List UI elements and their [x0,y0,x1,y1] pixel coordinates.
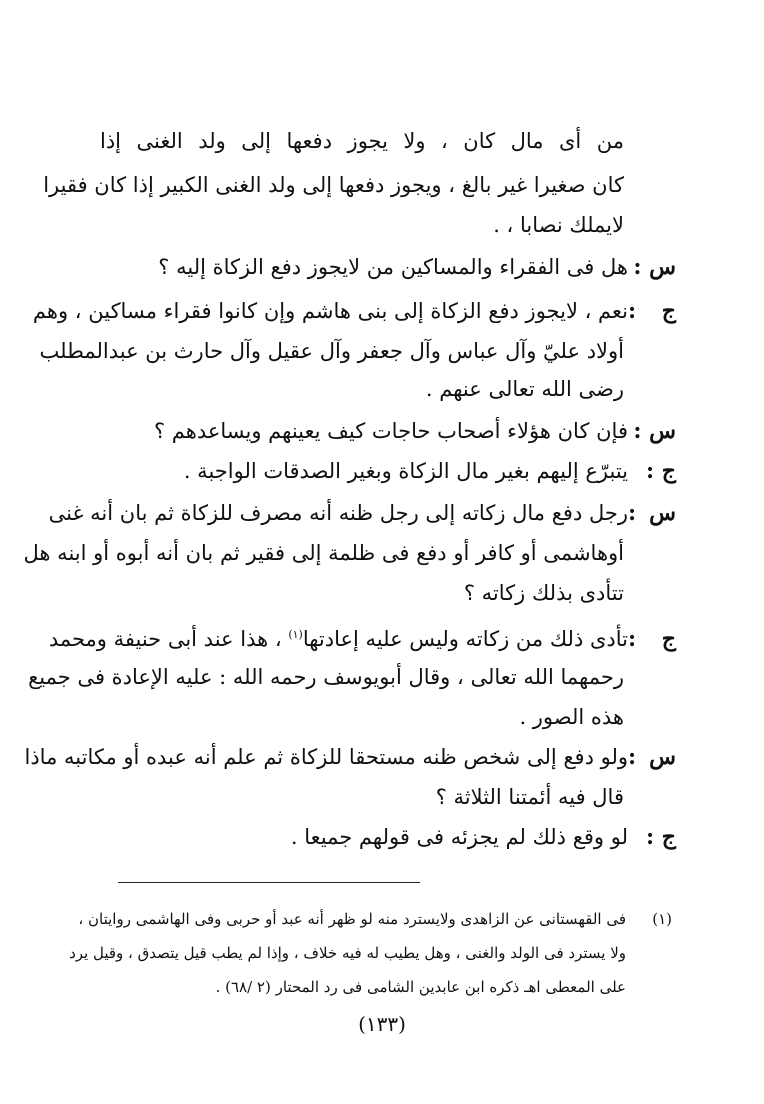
question-2 [100,416,676,446]
answer-text: تأدى ذلك من زكاته وليس عليه إعادتها [302,627,628,651]
answer-marker: ج : [628,626,676,652]
footnote-divider [118,882,420,883]
answer-text: لو وقع ذلك لم يجزئه فى قولهم جميعا . [290,825,628,849]
answer-text: يتبرّع إليهم بغير مال الزكاة وبغير الصدقات الواجبة . [183,459,628,483]
footnote-reference: (١) [288,628,303,641]
question-marker: س : [628,500,676,526]
question-3 [48,498,676,528]
question-marker: س : [633,254,676,280]
question-marker: س : [628,744,676,770]
question-4 [24,742,676,772]
footnote-line-3: على المعطى اهـ ذكره ابن عابدين الشامى فى رد المحتار (٢ /٦٨) . [215,978,626,996]
answer-2 [100,456,676,486]
answer-text: نعم ، لايجوز دفع الزكاة إلى بنى هاشم وإن كانوا فقراء مساكين ، وهم [32,299,628,323]
answer-1 [32,296,676,326]
page-number: (١٣٣) [358,1012,406,1036]
question-text: رجل دفع مال زكاته إلى رجل ظنه أنه مصرف للزكاة ثم بان أنه غنى [48,501,628,525]
question-4-line-2: قال فيه أئمتنا الثلاثة ؟ [435,785,624,809]
intro-line-2: كان صغيرا غير بالغ ، ويجوز دفعها إلى ولد الغنى الكبير إذا كان فقيرا [43,173,624,197]
intro-line-1: من أى مال كان ، ولا يجوز دفعها إلى ولد الغنى إذا [100,129,624,153]
answer-3-line-3: هذه الصور . [519,705,624,729]
question-text: ولو دفع إلى شخص ظنه مستحقا للزكاة ثم علم أنه عبده أو مكاتبه ماذا [24,745,628,769]
answer-1-line-3: رضى الله تعالى عنهم . [425,377,624,401]
footnote-line-2: ولا يسترد فى الولد والغنى ، وهل يطيب له فيه خلاف ، وإذا لم يطب قيل يتصدق ، وقيل يرد [69,944,626,962]
question-1 [100,252,676,282]
answer-marker: ج : [646,824,676,850]
answer-1-line-2: أولاد عليّ وآل عباس وآل جعفر وآل عقيل وآل حارث بن عبدالمطلب [39,339,624,363]
answer-marker: ج : [628,298,676,324]
footnote-number: (١) [652,910,672,928]
question-text: هل فى الفقراء والمساكين من لايجوز دفع الزكاة إليه ؟ [158,255,628,279]
question-marker: س : [633,418,676,444]
answer-3-line-2: رحمهما الله تعالى ، وقال أبويوسف رحمه الله : عليه الإعادة فى جميع [28,665,624,689]
answer-4 [100,822,676,852]
answer-marker: ج : [646,458,676,484]
question-3-line-3: تتأدى بذلك زكاته ؟ [463,581,624,605]
footnote-line-1: فى القهستانى عن الزاهدى ولايسترد منه لو ظهر أنه عبد أو حربى وفى الهاشمى روايتان ، [78,910,626,928]
question-3-line-2: أوهاشمى أو كافر أو دفع فى ظلمة إلى فقير ثم بان أنه أبوه أو ابنه هل [23,541,624,565]
question-text: فإن كان هؤلاء أصحاب حاجات كيف يعينهم ويساعدهم ؟ [153,419,628,443]
answer-3 [48,620,676,654]
intro-line-3: لايملك نصابا ، . [493,213,624,237]
answer-text-continued: ، هذا عند أبى حنيفة ومحمد [48,627,289,651]
